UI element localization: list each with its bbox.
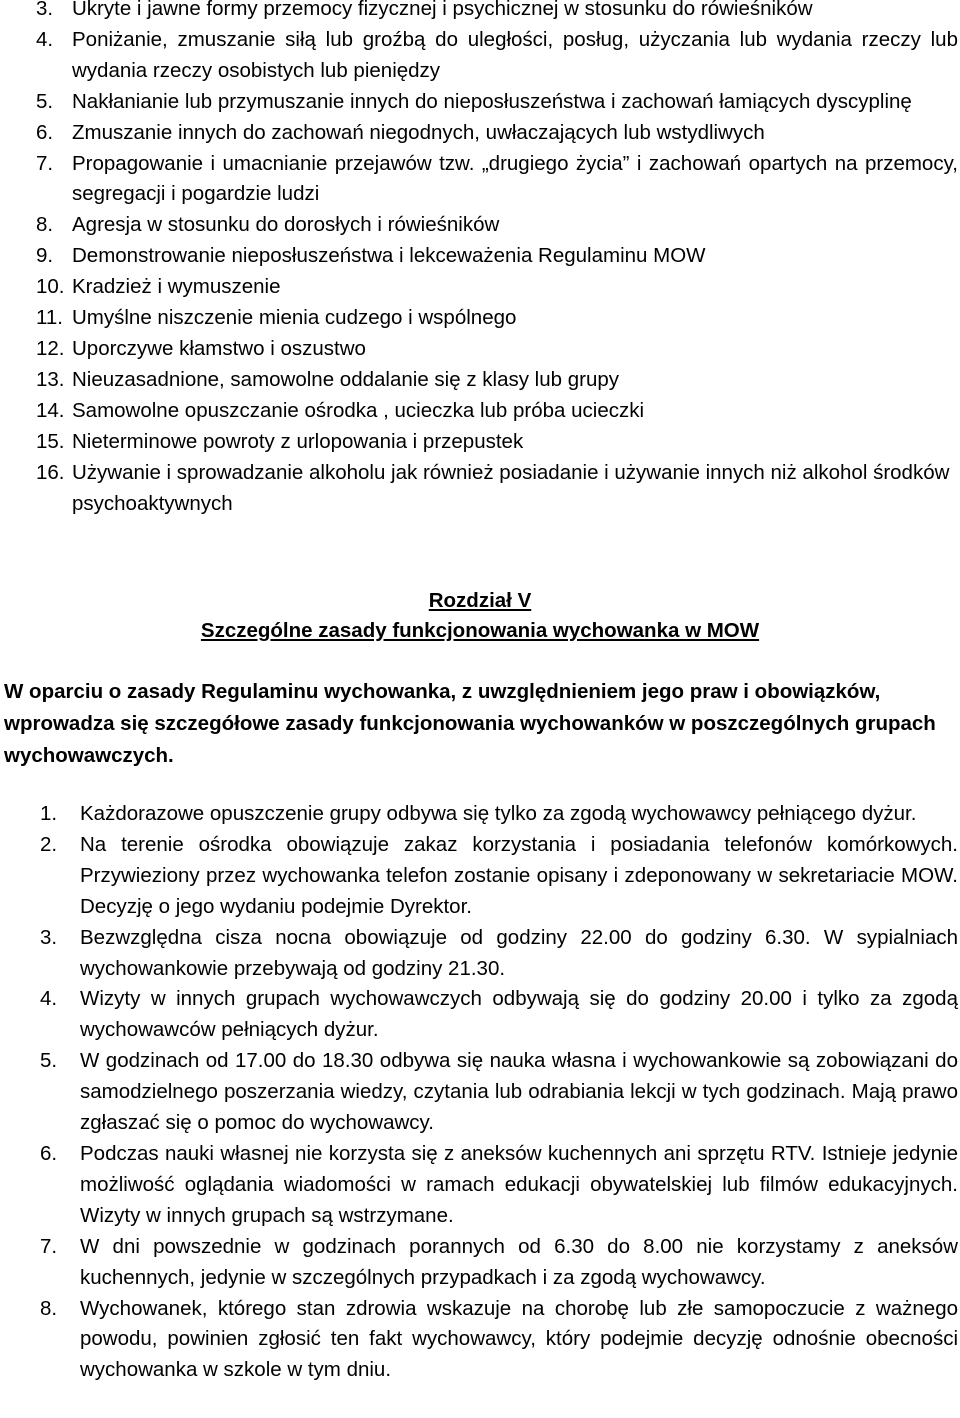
list-item — [40, 923, 958, 985]
item-text: Wizyty w innych grupach wychowawczych odbywają się do godziny 20.00 i tylko za zgodą wychowawców pełniących dyżur. — [80, 987, 958, 1042]
item-text: Nieuzasadnione, samowolne oddalanie się z klasy lub grupy — [72, 367, 619, 391]
item-number: 15. — [36, 429, 65, 453]
list-item — [36, 458, 958, 520]
item-text: Demonstrowanie nieposłuszeństwa i lekceważenia Regulaminu MOW — [72, 244, 706, 268]
item-text: Nieterminowe powroty z urlopowania i przepustek — [72, 429, 524, 453]
chapter-title: Rozdział V — [428, 589, 532, 612]
item-text: Kradzież i wymuszenie — [72, 275, 281, 299]
list-item — [36, 334, 958, 365]
item-number: 16. — [36, 460, 65, 484]
item-text: Propagowanie i umacnianie przejawów tzw. „drugiego życia” i zachowań opartych na przemocy, segregacji i pogardzie ludzi — [72, 151, 958, 206]
violations-list — [36, 0, 958, 519]
list-item — [36, 365, 958, 396]
item-text: Wychowanek, którego stan zdrowia wskazuje na chorobę lub złe samopoczucie z ważnego powodu, powinien zgłosić ten fakt wychowawcy, który podejmie decyzję odnośnie obecności wychowanka w szkole w tym dniu. — [80, 1296, 958, 1382]
item-text: Ukryte i jawne formy przemocy fizycznej i psychicznej w stosunku do rówieśników — [72, 0, 813, 20]
list-item — [36, 0, 958, 25]
item-number: 8. — [40, 1296, 58, 1320]
item-text: Na terenie ośrodka obowiązuje zakaz korzystania i posiadania telefonów komórkowych. Przywieziony przez wychowanka telefon zostanie opisany i zdeponowany w sekretariacie MOW. Decyzję o jego wydaniu podejmie Dyrektor. — [80, 832, 958, 918]
item-number: 7. — [36, 151, 54, 175]
item-text: W dni powszednie w godzinach porannych od 6.30 do 8.00 nie korzystamy z aneksów kuchennych, jedynie w szczególnych przypadkach i za zgodą wychowawcy. — [80, 1234, 958, 1289]
list-item — [36, 241, 958, 272]
item-number: 12. — [36, 336, 65, 360]
item-text: Umyślne niszczenie mienia cudzego i wspólnego — [72, 306, 517, 330]
item-text: Poniżanie, zmuszanie siłą lub groźbą do uległości, posług, użyczania lub wydania rzeczy lub wydania rzeczy osobistych lub pieniędzy — [72, 27, 958, 82]
list-item — [36, 396, 958, 427]
item-number: 14. — [36, 398, 65, 422]
item-number: 5. — [40, 1049, 58, 1073]
item-text: Nakłanianie lub przymuszanie innych do nieposłuszeństwa i zachowań łamiących dyscyplinę — [72, 89, 912, 113]
list-item — [36, 303, 958, 334]
item-number: 10. — [36, 275, 65, 299]
item-number: 5. — [36, 89, 54, 113]
item-number: 6. — [36, 120, 54, 144]
item-text: Zmuszanie innych do zachowań niegodnych, uwłaczających lub wstydliwych — [72, 120, 765, 144]
list-item — [36, 427, 958, 458]
item-number: 1. — [40, 802, 58, 825]
rules-list — [40, 799, 958, 1386]
item-text: Samowolne opuszczanie ośrodka , ucieczka lub próba ucieczki — [72, 398, 645, 422]
list-item — [40, 1294, 958, 1387]
list-item — [36, 118, 958, 149]
list-item — [40, 984, 958, 1046]
chapter-subtitle: Szczególne zasady funkcjonowania wychowanka w MOW — [200, 619, 760, 642]
item-number: 6. — [40, 1141, 58, 1165]
list-item — [36, 149, 958, 211]
item-number: 8. — [36, 213, 54, 237]
item-number: 4. — [40, 987, 58, 1011]
list-item — [36, 87, 958, 118]
item-number: 4. — [36, 27, 54, 51]
list-item — [36, 210, 958, 241]
item-text: W godzinach od 17.00 do 18.30 odbywa się nauka własna i wychowankowie są zobowiązani do samodzielnego poszerzania wiedzy, czytania lub odrabiania lekcji w tych godzinach. Mają prawo zgłaszać się o pomoc do wychowawcy. — [80, 1049, 958, 1135]
intro-paragraph: W oparciu o zasady Regulaminu wychowanka, z uwzględnieniem jego praw i obowiązków, wprowadza się szczegółowe zasady funkcjonowania wychowanków w poszczególnych grupach wychowawczych. — [4, 680, 936, 767]
list-item — [40, 1139, 958, 1232]
list-item — [40, 799, 958, 830]
item-number: 3. — [36, 0, 54, 20]
list-item — [40, 1232, 958, 1294]
item-text: Używanie i sprowadzanie alkoholu jak również posiadanie i używanie innych niż alkohol środków psychoaktywnych — [72, 460, 950, 515]
list-item — [36, 25, 958, 87]
item-number: 7. — [40, 1234, 58, 1258]
item-text: Podczas nauki własnej nie korzysta się z aneksów kuchennych ani sprzętu RTV. Istnieje jedynie możliwość oglądania wiadomości w ramach edukacji obywatelskiej lub filmów edukacyjnych. Wizyty w innych grupach są wstrzymane. — [80, 1141, 958, 1227]
item-text: Uporczywe kłamstwo i oszustwo — [72, 336, 366, 360]
list-item — [40, 1046, 958, 1139]
item-number: 11. — [36, 306, 63, 330]
item-text: Agresja w stosunku do dorosłych i rówieśników — [72, 213, 500, 237]
item-text: Każdorazowe opuszczenie grupy odbywa się tylko za zgodą wychowawcy pełniącego dyżur. — [80, 802, 917, 825]
item-number: 9. — [36, 244, 54, 268]
item-number: 13. — [36, 367, 65, 391]
list-item — [40, 830, 958, 923]
item-text: Bezwzględna cisza nocna obowiązuje od godziny 22.00 do godziny 6.30. W sypialniach wychowankowie przebywają od godziny 21.30. — [80, 925, 958, 980]
item-number: 3. — [40, 925, 58, 949]
list-item — [36, 272, 958, 303]
item-number: 2. — [40, 832, 58, 856]
